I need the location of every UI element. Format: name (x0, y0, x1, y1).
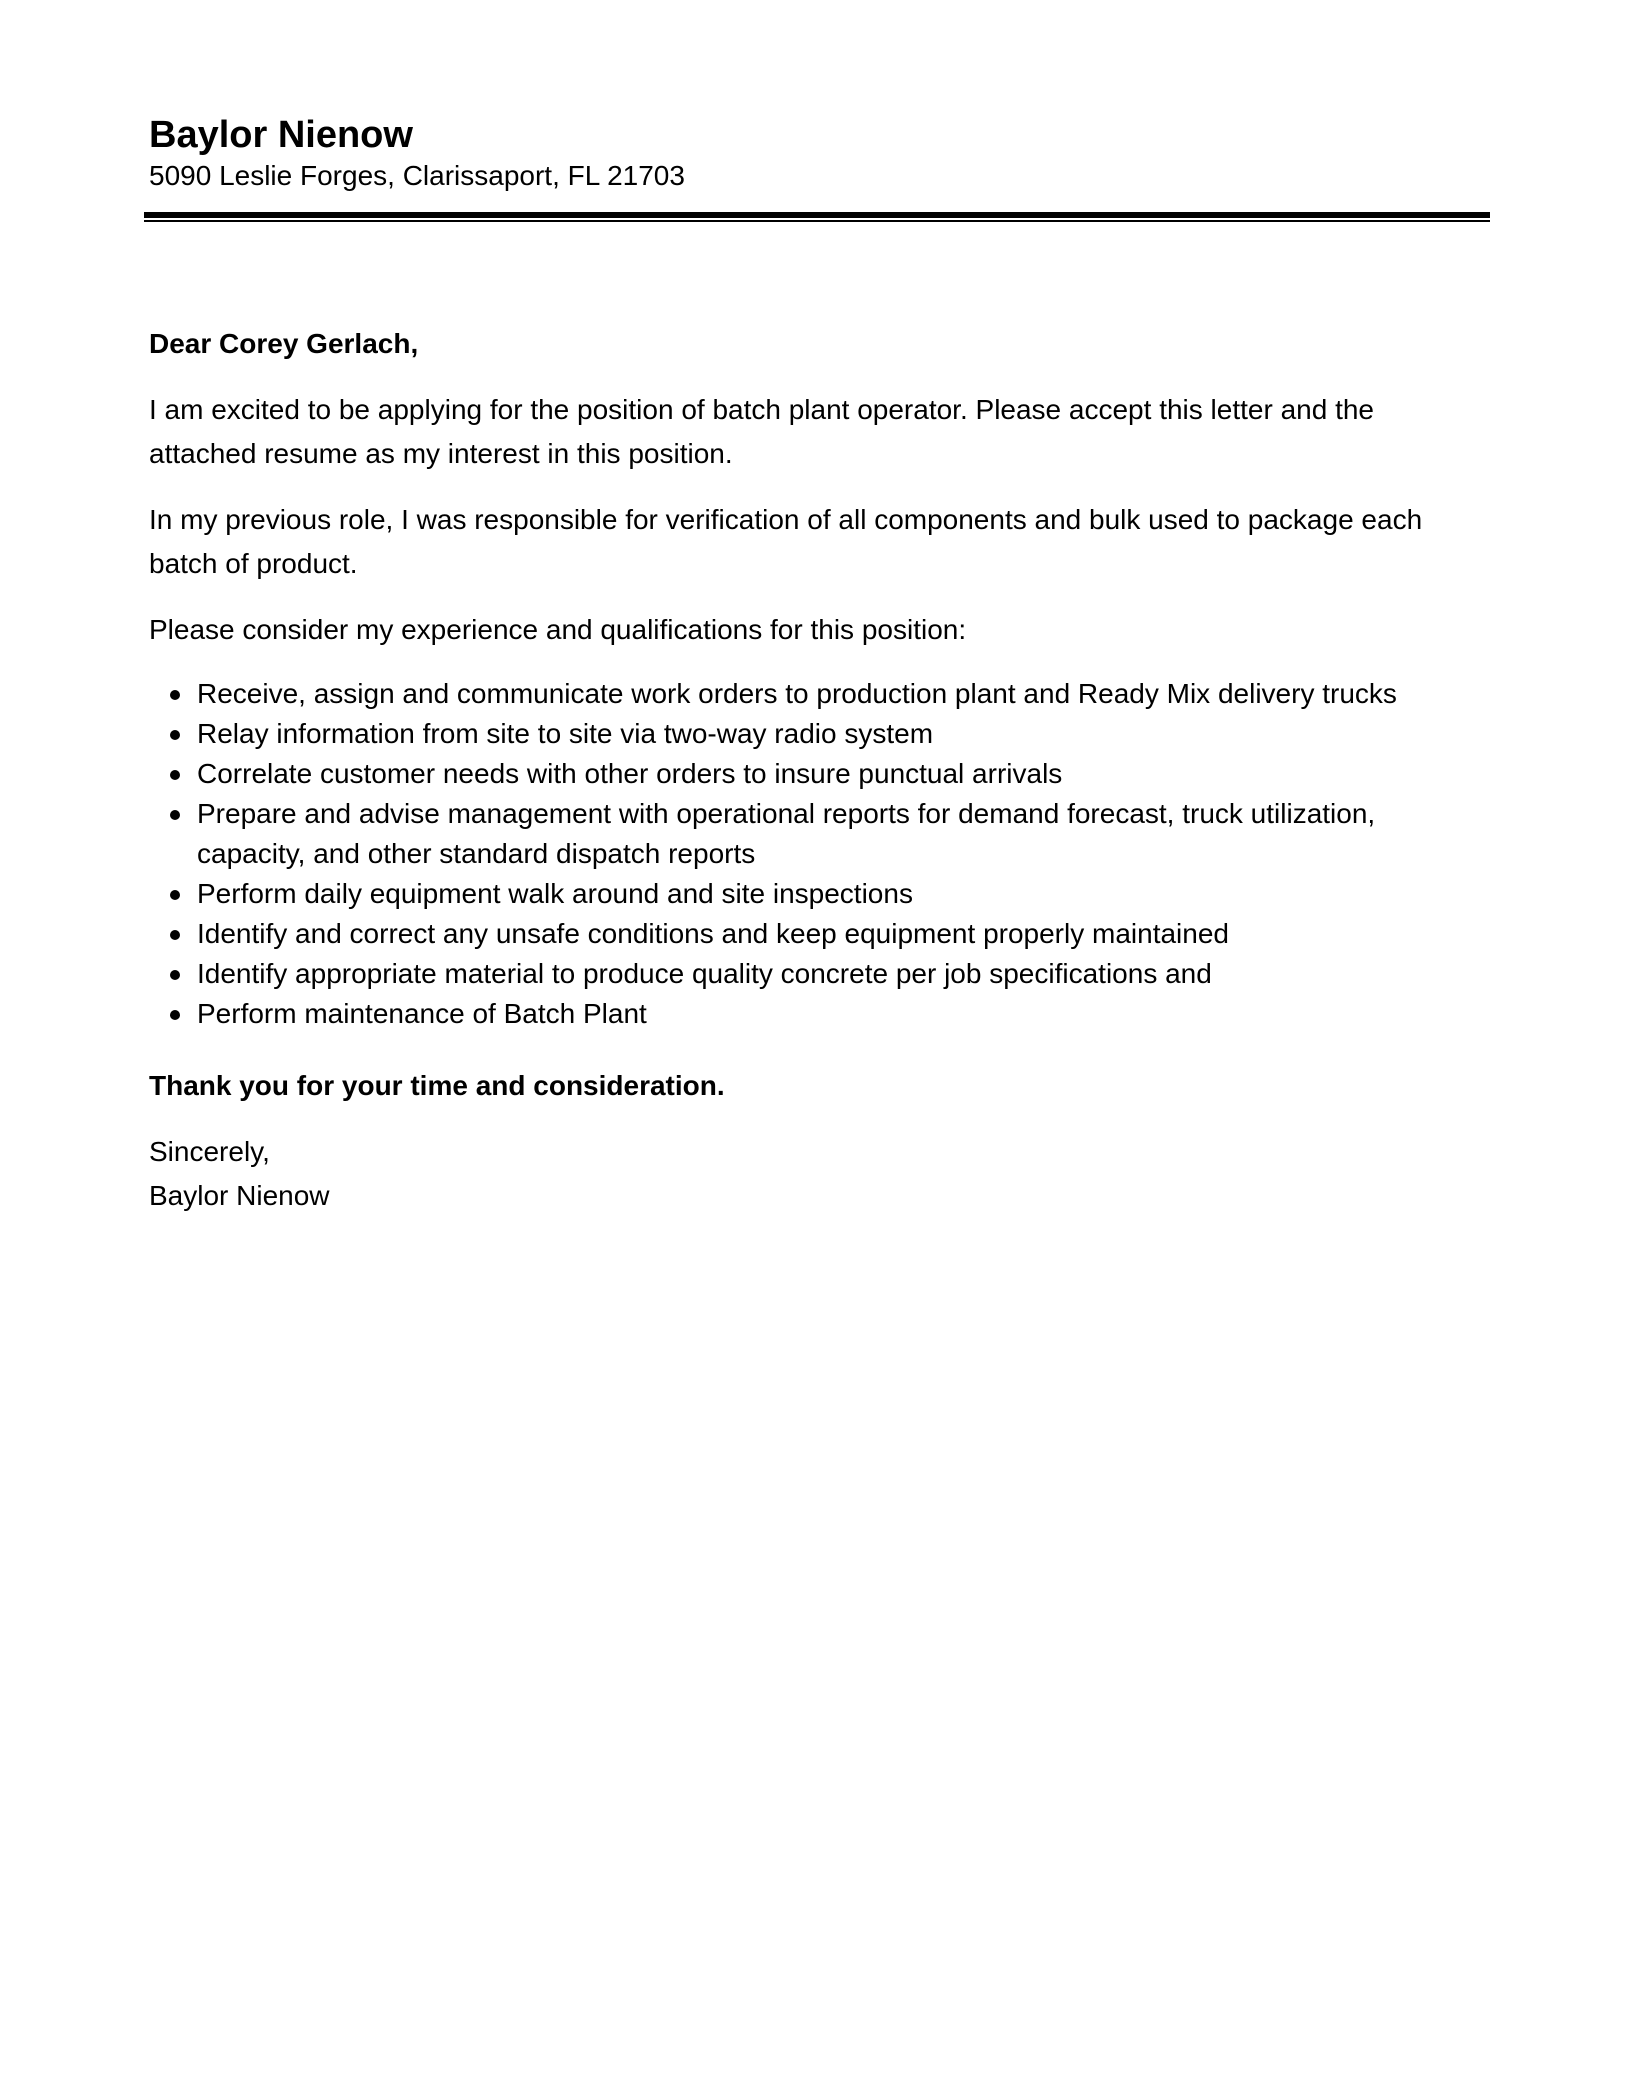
list-item-text: Identify appropriate material to produce quality concrete per job specifications and (197, 958, 1212, 989)
sender-address: 5090 Leslie Forges, Clarissaport, FL 21703 (149, 160, 685, 191)
bullet-icon (170, 730, 180, 740)
list-item-text: Receive, assign and communicate work orders to production plant and Ready Mix delivery trucks (197, 678, 1397, 709)
bullet-icon (170, 690, 180, 700)
sender-name: Baylor Nienow (149, 114, 413, 156)
paragraph-intro: I am excited to be applying for the position of batch plant operator. Please accept this letter and the attached resume as my interest in this position. (149, 394, 1374, 469)
list-item-text: Correlate customer needs with other orders to insure punctual arrivals (197, 758, 1063, 789)
bullet-icon (170, 970, 180, 980)
paragraph-previous-role: In my previous role, I was responsible for verification of all components and bulk used to package each batch of product. (149, 504, 1423, 579)
closing: Sincerely, (149, 1136, 270, 1167)
paragraph-consider: Please consider my experience and qualifications for this position: (149, 614, 967, 645)
thank-you-line: Thank you for your time and consideration. (149, 1070, 725, 1101)
header-divider-thick (144, 212, 1490, 218)
list-item-text: Identify and correct any unsafe conditions and keep equipment properly maintained (197, 918, 1229, 949)
list-item (149, 874, 1489, 914)
list-item (149, 754, 1489, 794)
bullet-icon (170, 890, 180, 900)
list-item (149, 954, 1489, 994)
list-item-text: Perform daily equipment walk around and site inspections (197, 878, 913, 909)
bullet-icon (170, 1010, 180, 1020)
header-divider (144, 212, 1490, 223)
list-item-text: Perform maintenance of Batch Plant (197, 998, 647, 1029)
list-item (149, 914, 1489, 954)
list-item (149, 794, 1489, 874)
bullet-icon (170, 930, 180, 940)
signoff (149, 1130, 1489, 1218)
letter-body (149, 322, 1489, 1218)
list-item (149, 674, 1489, 714)
list-item (149, 714, 1489, 754)
bullet-icon (170, 770, 180, 780)
signature-name: Baylor Nienow (149, 1180, 330, 1211)
list-item-text: Prepare and advise management with operational reports for demand forecast, truck utilization, capacity, and other standard dispatch reports (197, 798, 1376, 869)
qualifications-list (149, 674, 1489, 1034)
bullet-icon (170, 810, 180, 820)
list-item-text: Relay information from site to site via two-way radio system (197, 718, 934, 749)
letter-header (149, 112, 1489, 194)
salutation: Dear Corey Gerlach, (149, 328, 419, 359)
list-item (149, 994, 1489, 1034)
header-divider-thin (144, 220, 1490, 222)
